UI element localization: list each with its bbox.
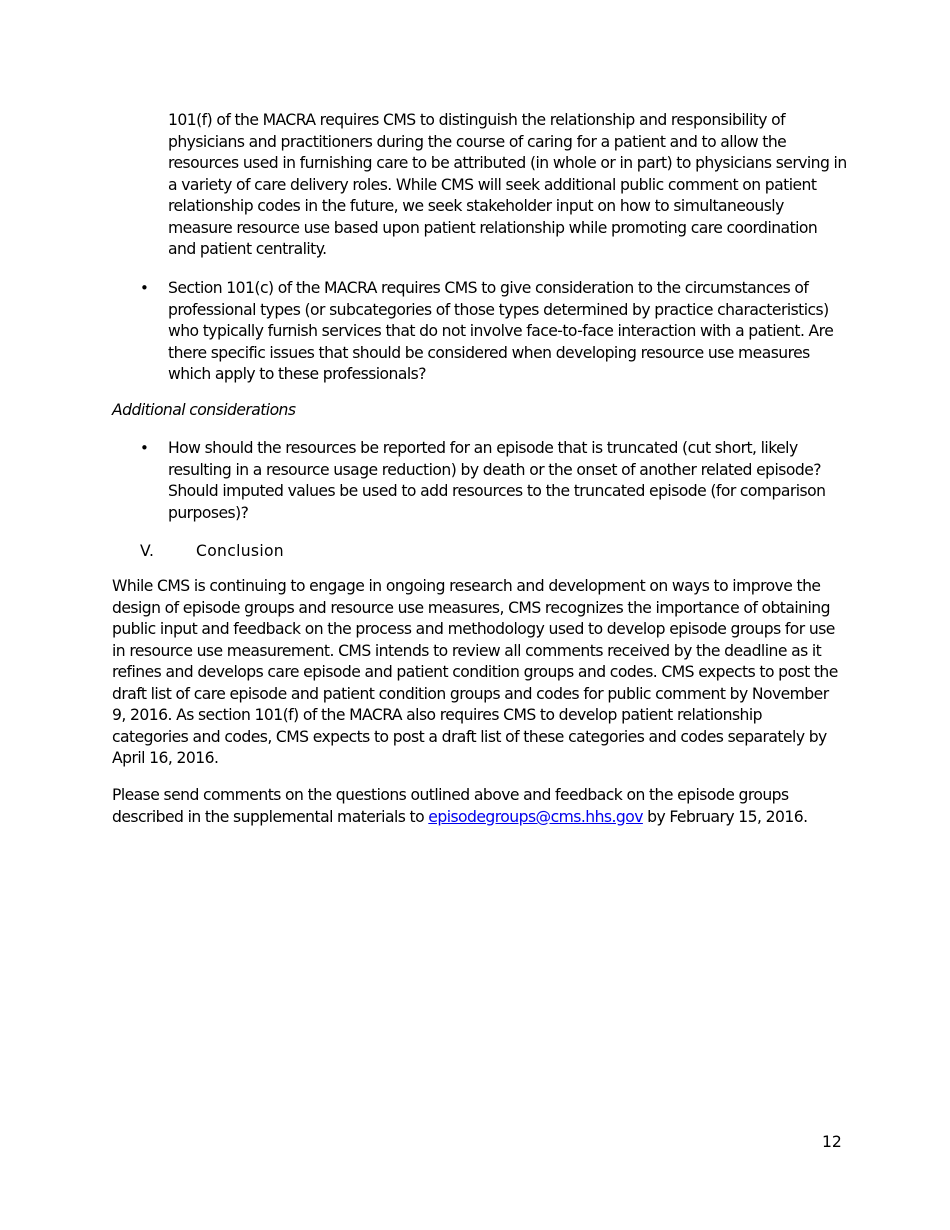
bullet-text: How should the resources be reported for an episode that is truncated (cut short, likely resulting in a resource usage reduction) by death or the onset of another related episode? Should imputed values be used to add resources to the truncated episode (for comparison purposes)? — [168, 439, 826, 522]
closing-text-before-link: Please send comments on the questions outlined above and feedback on the episode groups described in the supplemental materials to — [112, 786, 789, 826]
email-link[interactable]: episodegroups@cms.hhs.gov — [428, 807, 643, 826]
conclusion-paragraph: While CMS is continuing to engage in ongoing research and development on ways to improve the design of episode groups and resource use measures, CMS recognizes the importance of obtaining public input and feedback on the process and methodology used to develop episode groups for use in resource use measurement. CMS intends to review all comments received by the deadline as it refines and develops care episode and patient condition groups and codes. CMS expects to post the draft list of care episode and patient condition groups and codes for public comment by November 9, 2016. As section 101(f) of the MACRA also requires CMS to develop patient relationship categories and codes, CMS expects to post a draft list of these categories and codes separately by April 16, 2016. — [112, 577, 838, 767]
section-title: Conclusion — [196, 542, 284, 560]
section-number: V. — [140, 542, 155, 560]
bullet-text: Section 101(c) of the MACRA requires CMS to give consideration to the circumstances of professional types (or subcategories of those types determined by practice characteristics) who typically furnish services that do not involve face-to-face interaction with a patient. Are there specific issues that should be considered when developing resource use measures which apply to these professionals? — [168, 279, 834, 383]
bullet-marker: • — [140, 439, 149, 457]
page-number: 12 — [822, 1133, 842, 1151]
closing-paragraph — [112, 785, 842, 828]
continued-paragraph: 101(f) of the MACRA requires CMS to distinguish the relationship and responsibility of physicians and practitioners during the course of caring for a patient and to allow the resources used in furnishing care to be attributed (in whole or in part) to physicians serving in a variety of care delivery roles. While CMS will seek additional public comment on patient relationship codes in the future, we seek stakeholder input on how to simultaneously measure resource use based upon patient relationship while promoting care coordination and patient centrality. — [168, 111, 847, 258]
bullet-marker: • — [140, 279, 149, 297]
closing-text-after-link: by February 15, 2016. — [642, 807, 808, 826]
subheading-additional-considerations: Additional considerations — [112, 401, 296, 419]
